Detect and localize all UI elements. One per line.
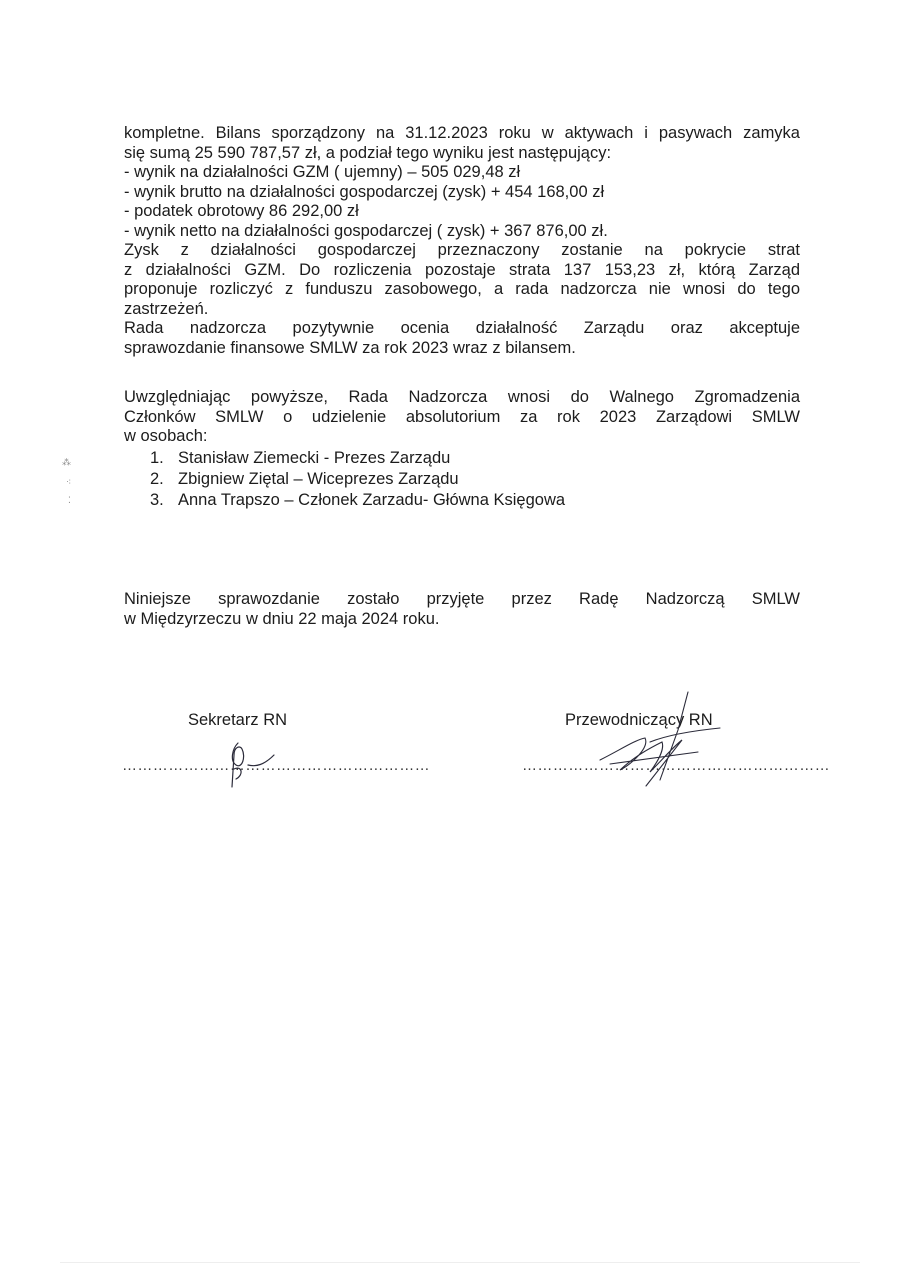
list-item [150, 490, 565, 511]
text-line: proponuje rozliczyć z funduszu zasobowego, a rada nadzorcza nie wnosi do tego [124, 280, 800, 298]
paragraph-financial-summary [124, 124, 800, 358]
scan-edge [60, 1262, 860, 1263]
text-line: kompletne. Bilans sporządzony na 31.12.2023 roku w aktywach i pasywach zamyka [124, 124, 800, 142]
text-line: w osobach: [124, 427, 208, 445]
text-line: sprawozdanie finansowe SMLW za rok 2023 wraz z bilansem. [124, 338, 576, 357]
scan-artifact: ⁂ [62, 457, 71, 467]
scan-artifact: ⁖ [66, 477, 72, 487]
chairman-signature-line: …………………………………………………… [522, 757, 830, 774]
secretary-signature [220, 735, 290, 795]
text-line: w Międzyrzeczu w dniu 22 maja 2024 roku. [124, 609, 440, 628]
text-line: Rada nadzorcza pozytywnie ocenia działalność Zarządu oraz akceptuje [124, 319, 800, 337]
text-line: z działalności GZM. Do rozliczenia pozostaje strata 137 153,23 zł, którą Zarząd [124, 260, 800, 279]
scan-artifact: ⁚ [68, 495, 71, 505]
text-line: Zysk z działalności gospodarczej przeznaczony zostanie na pokrycie strat [124, 241, 800, 259]
text-line: - podatek obrotowy 86 292,00 zł [124, 202, 359, 220]
text-line: Uwzględniając powyższe, Rada Nadzorcza wnosi do Walnego Zgromadzenia [124, 388, 800, 406]
list-number: 3. [150, 491, 164, 509]
text-line: się sumą 25 590 787,57 zł, a podział tego wyniku jest następujący: [124, 143, 612, 162]
list-number: 1. [150, 449, 164, 467]
text-line: - wynik brutto na działalności gospodarczej (zysk) + 454 168,00 zł [124, 182, 605, 201]
member-text: Anna Trapszo – Członek Zarzadu- Główna Księgowa [178, 491, 566, 509]
text-line: - wynik netto na działalności gospodarczej ( zysk) + 367 876,00 zł. [124, 221, 608, 240]
text-line: Niniejsze sprawozdanie zostało przyjęte przez Radę Nadzorczą SMLW [124, 590, 800, 608]
chairman-label: Przewodniczący RN [565, 711, 713, 729]
paragraph-absolutorium [124, 388, 800, 447]
secretary-label: Sekretarz RN [188, 711, 288, 729]
text-line: zastrzeżeń. [124, 299, 209, 318]
member-text: Stanisław Ziemecki - Prezes Zarządu [178, 449, 451, 467]
secretary-signature-line: …………………………………………………… [122, 757, 430, 774]
member-text: Zbigniew Ziętal – Wiceprezes Zarządu [178, 470, 459, 488]
list-item [150, 469, 565, 490]
list-item [150, 448, 565, 469]
text-line: Członków SMLW o udzielenie absolutorium za rok 2023 Zarządowi SMLW [124, 407, 800, 426]
text-line: - wynik na działalności GZM ( ujemny) – 505 029,48 zł [124, 163, 521, 181]
paragraph-adoption [124, 590, 800, 629]
list-number: 2. [150, 470, 164, 488]
chairman-signature [590, 690, 730, 790]
board-members-list [150, 448, 565, 511]
